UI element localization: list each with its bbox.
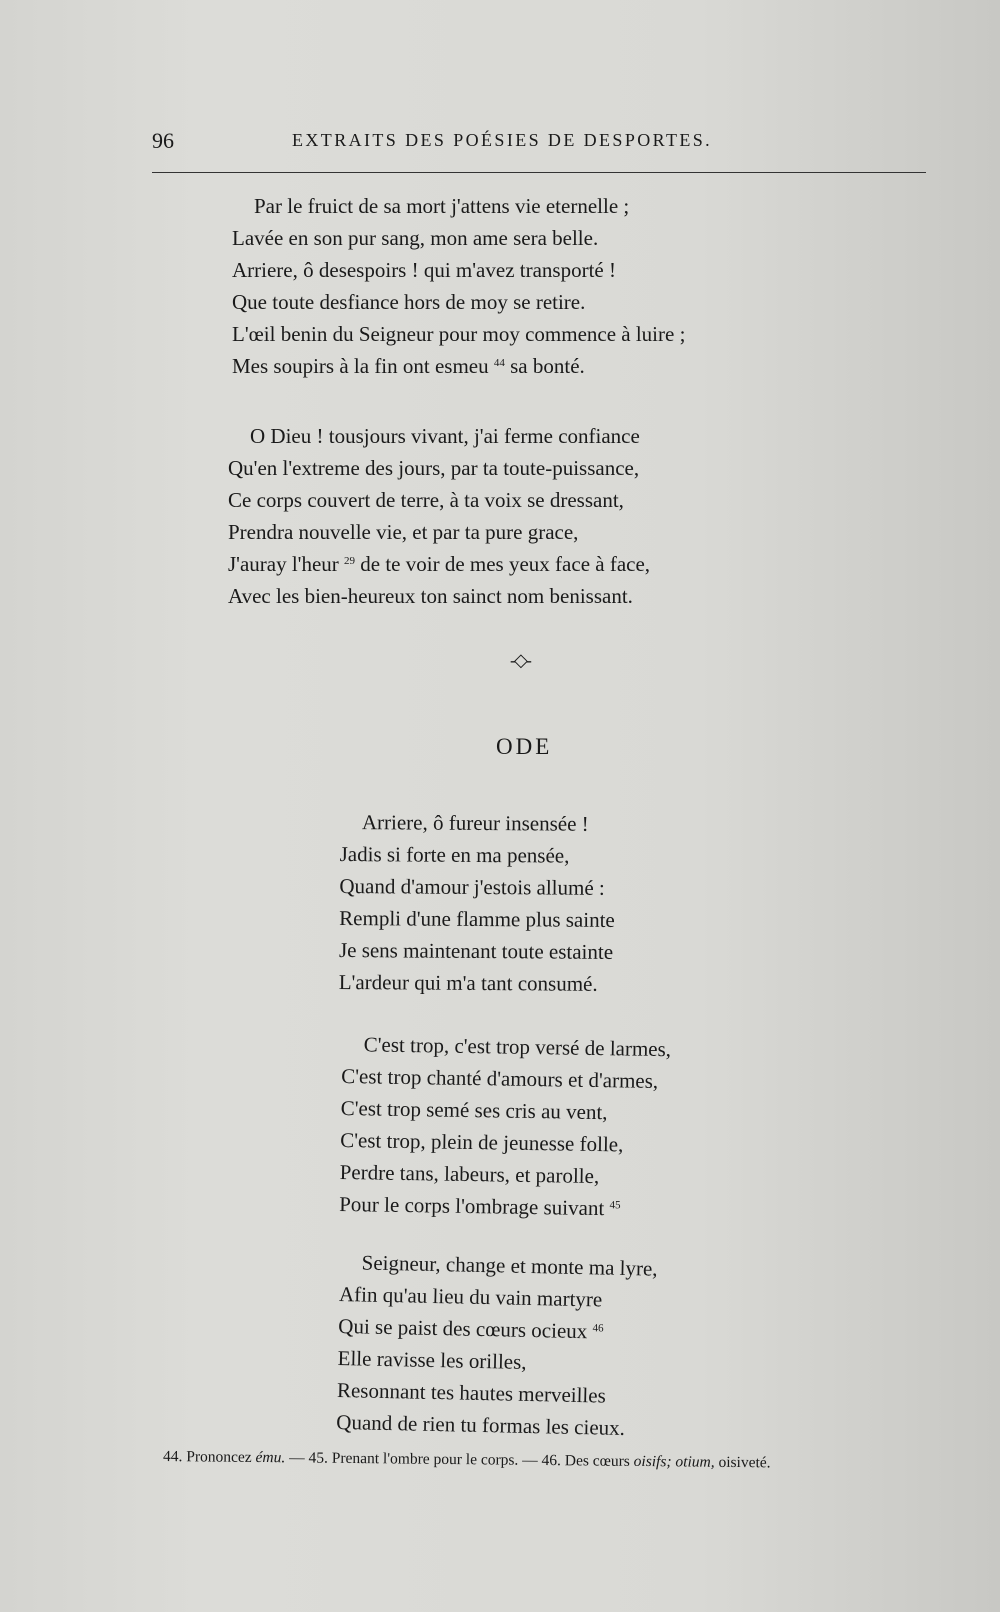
verse-line: Qu'en l'extreme des jours, par ta toute-puissance, <box>228 456 640 480</box>
verse-line <box>232 350 685 382</box>
verse-line: Quand de rien tu formas les cieux. <box>336 1409 626 1441</box>
verse-line: Je sens maintenant toute estainte <box>338 937 614 964</box>
verse-text: Qui se paist des cœurs ocieux <box>338 1313 588 1344</box>
verse-line: C'est trop, plein de jeunesse folle, <box>340 1127 624 1157</box>
verse-text: J'auray l'heur <box>228 552 339 576</box>
verse-line: Jadis si forte en ma pensée, <box>339 841 570 868</box>
ode-stanza-2 <box>339 1028 671 1225</box>
verse-line: Arriere, ô fureur insensée ! <box>361 810 589 836</box>
verse-line: Par le fruict de sa mort j'attens vie eternelle ; <box>254 194 630 218</box>
footnotes <box>163 1448 771 1472</box>
verse-line: C'est trop semé ses cris au vent, <box>340 1095 608 1125</box>
footnote-44-word: ému. <box>255 1448 286 1467</box>
ode-stanza-3 <box>336 1246 658 1445</box>
footnote-ref: 46 <box>592 1322 604 1335</box>
verse-line: C'est trop, c'est trop versé de larmes, <box>363 1032 672 1062</box>
footnote-44: 44. Prononcez <box>162 1448 252 1466</box>
header-rule <box>152 172 926 173</box>
verse-line: Seigneur, change et monte ma lyre, <box>361 1250 658 1281</box>
verse-line: Arriere, ô desespoirs ! qui m'avez transporté ! <box>232 258 616 282</box>
footnote-ref: 45 <box>609 1199 621 1212</box>
page-number: 96 <box>152 128 174 153</box>
footnote-ref: 29 <box>344 555 356 567</box>
footnote-46-suffix: oisiveté. <box>718 1453 771 1472</box>
verse-line: Quand d'amour j'estois allumé : <box>339 873 605 900</box>
stanza-2 <box>228 420 650 612</box>
verse-line: Ce corps couvert de terre, à ta voix se dressant, <box>228 488 624 512</box>
footnote-ref: 44 <box>493 357 505 369</box>
verse-line <box>339 1188 669 1225</box>
verse-line: Elle ravisse les orilles, <box>337 1345 527 1374</box>
verse-line: Lavée en son pur sang, mon ame sera belle. <box>232 226 599 250</box>
verse-line: L'œil benin du Seigneur pour moy commence à luire ; <box>232 322 686 346</box>
ode-stanza-1 <box>339 806 616 1000</box>
page-header <box>152 128 926 158</box>
ode-title: ODE <box>496 734 553 759</box>
verse-text: Pour le corps l'ombrage suivant <box>339 1191 605 1221</box>
verse-line: Rempli d'une flamme plus sainte <box>339 905 615 932</box>
verse-line: O Dieu ! tousjours vivant, j'ai ferme confiance <box>250 424 640 448</box>
verse-line: Prendra nouvelle vie, et par ta pure grace, <box>228 520 579 544</box>
verse-line <box>228 548 650 580</box>
running-title: EXTRAITS DES POÉSIES DE DESPORTES. <box>292 130 713 150</box>
verse-text: sa bonté. <box>510 354 585 378</box>
verse-line: Que toute desfiance hors de moy se retire. <box>232 290 586 314</box>
footnote-46: — 46. Des cœurs <box>522 1451 630 1470</box>
verse-line: L'ardeur qui m'a tant consumé. <box>338 969 598 996</box>
verse-line: Resonnant tes hautes merveilles <box>336 1377 607 1408</box>
verse-line: Afin qu'au lieu du vain martyre <box>338 1281 603 1312</box>
stanza-1 <box>232 190 685 382</box>
footnote-45: — 45. Prenant l'ombre pour le corps. <box>289 1449 519 1469</box>
verse-text: Mes soupirs à la fin ont esmeu <box>232 354 489 378</box>
verse-text: de te voir de mes yeux face à face, <box>360 552 651 576</box>
section-ornament: -◇- <box>510 650 530 670</box>
verse-line: Perdre tans, labeurs, et parolle, <box>339 1159 600 1189</box>
verse-line: C'est trop chanté d'amours et d'armes, <box>341 1063 659 1093</box>
footnote-46-words: oisifs; otium, <box>633 1452 715 1471</box>
verse-line: Avec les bien-heureux ton sainct nom benissant. <box>228 584 633 608</box>
